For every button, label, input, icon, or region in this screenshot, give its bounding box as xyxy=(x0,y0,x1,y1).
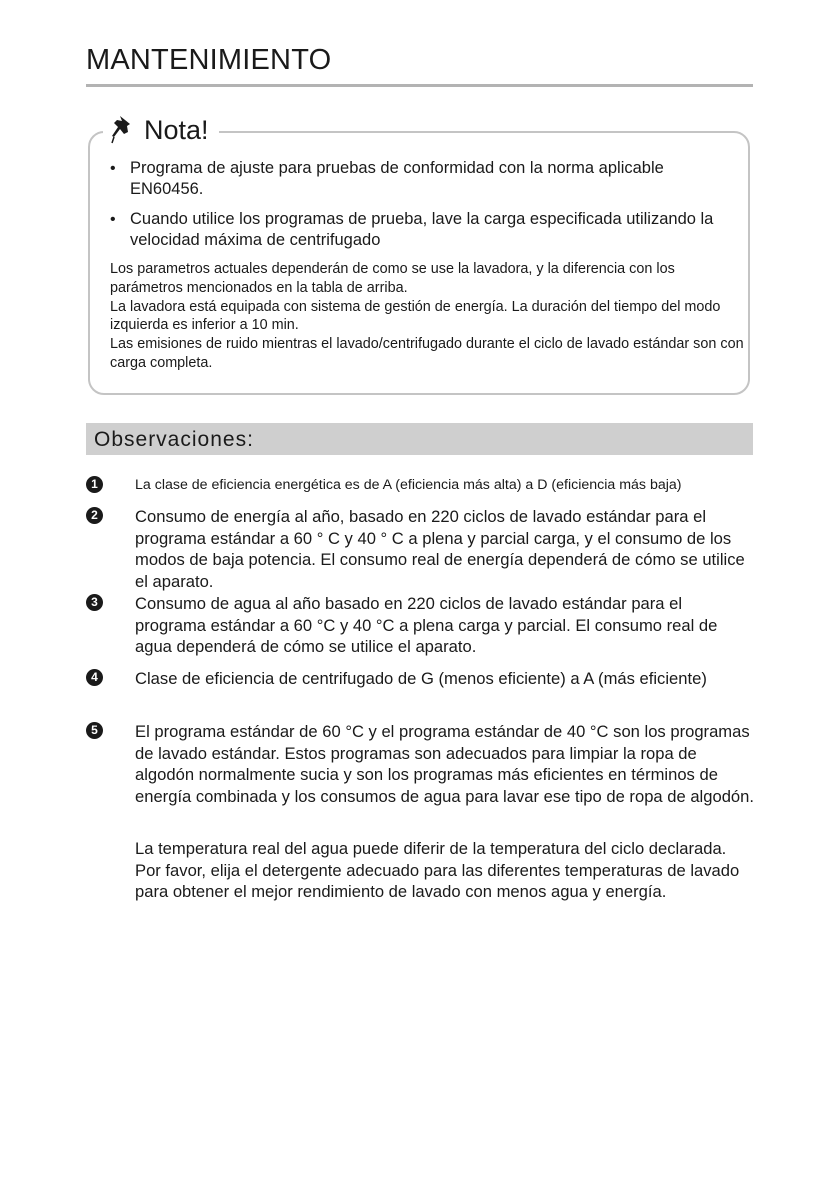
note-header xyxy=(103,112,219,148)
pushpin-icon xyxy=(111,115,137,145)
observaciones-header xyxy=(86,423,753,455)
observation-text: El programa estándar de 60 °C y el programa estándar de 40 °C son los programas de lavado estándar. Estos programas son adecuados para limpiar la ropa de algodón normalmente sucia y son los programas más eficientes en términos de energía combinada y los consumos de agua para lavar ese tipo de ropa de algodón. xyxy=(135,722,754,806)
note-bullet-list xyxy=(110,158,740,260)
note-parameters xyxy=(110,260,750,373)
bullet-dot-icon: • xyxy=(110,160,116,177)
observation-text: Consumo de energía al año, basado en 220 ciclos de lavado estándar para el programa estándar a 60 ° C y 40 ° C a plena y parcial carga, y el consumo de los modos de baja potencia. El consumo real de energía dependerá de cómo se utilice el aparato. xyxy=(135,507,745,591)
note-title: Nota! xyxy=(144,114,209,145)
observation-extra-text: La temperatura real del agua puede diferir de la temperatura del ciclo declarada. Por favor, elija el detergente adecuado para las diferentes temperaturas de lavado para obtener el mejor rendimiento de lavado con menos agua y energía. xyxy=(135,839,740,901)
observation-text: Clase de eficiencia de centrifugado de G (menos eficiente) a A (más eficiente) xyxy=(135,669,707,688)
number-badge: 2 xyxy=(86,507,103,524)
note-bullet: • Programa de ajuste para pruebas de conformidad con la norma aplicable EN60456. xyxy=(110,159,664,198)
note-paragraph: Los parametros actuales dependerán de como se use la lavadora, y la diferencia con los parámetros mencionados en la tabla de arriba. xyxy=(110,261,675,296)
number-badge: 4 xyxy=(86,669,103,686)
note-bullet: • Cuando utilice los programas de prueba, lave la carga especificada utilizando la velocidad máxima de centrifugado xyxy=(110,210,714,249)
note-paragraph: Las emisiones de ruido mientras el lavado/centrifugado durante el ciclo de lavado estándar son con carga completa. xyxy=(110,336,744,371)
note-paragraph: La lavadora está equipada con sistema de gestión de energía. La duración del tiempo del modo izquierda es inferior a 10 min. xyxy=(110,298,721,334)
page-title: MANTENIMIENTO xyxy=(86,44,332,76)
number-badge: 5 xyxy=(86,722,103,739)
number-badge: 3 xyxy=(86,594,103,611)
bullet-dot-icon: • xyxy=(110,211,116,228)
observation-text: Consumo de agua al año basado en 220 ciclos de lavado estándar para el programa estándar a 60 °C y 40 °C a plena carga y parcial. El consumo real de agua dependerá de cómo se utilice el aparato. xyxy=(135,594,718,656)
observation-text: La clase de eficiencia energética es de A (eficiencia más alta) a D (eficiencia más baja) xyxy=(135,477,682,493)
title-divider xyxy=(86,84,753,87)
number-badge: 1 xyxy=(86,476,103,493)
observaciones-title: Observaciones: xyxy=(94,428,254,451)
